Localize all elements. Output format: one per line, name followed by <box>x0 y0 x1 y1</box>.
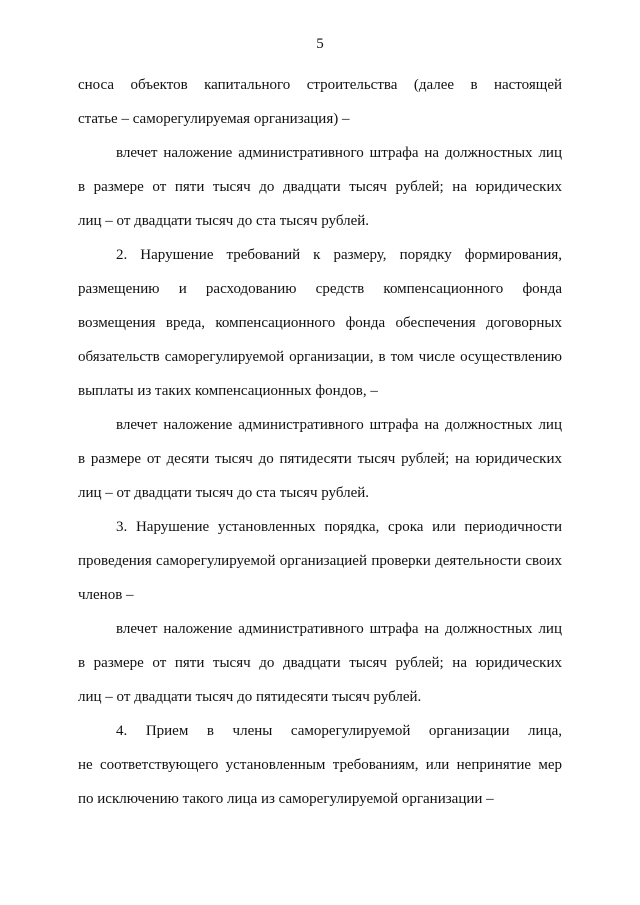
text-line: лиц – от двадцати тысяч до ста тысяч рублей. <box>78 485 370 501</box>
text-line: лиц – от двадцати тысяч до ста тысяч рублей. <box>78 213 370 229</box>
text-line: влечет наложение административного штрафа на должностных лиц <box>116 145 562 161</box>
text-line: размещению и расходованию средств компенсационного фонда <box>78 281 562 297</box>
text-line: обязательств саморегулируемой организации, в том числе осуществлению <box>78 349 562 365</box>
text-line: влечет наложение административного штрафа на должностных лиц <box>116 417 562 433</box>
text-line: членов – <box>78 587 134 603</box>
text-line: 3. Нарушение установленных порядка, срока или периодичности <box>116 519 562 535</box>
text-line: в размере от десяти тысяч до пятидесяти тысяч рублей; на юридических <box>78 451 562 467</box>
text-line: 2. Нарушение требований к размеру, порядку формирования, <box>116 247 562 263</box>
text-line: лиц – от двадцати тысяч до пятидесяти тысяч рублей. <box>78 689 422 705</box>
body-text <box>78 74 562 822</box>
text-line: проведения саморегулируемой организацией проверки деятельности своих <box>78 553 562 569</box>
text-line: сноса объектов капитального строительства (далее в настоящей <box>78 77 562 93</box>
text-line: возмещения вреда, компенсационного фонда обеспечения договорных <box>78 315 562 331</box>
text-line: статье – саморегулируемая организация) – <box>78 111 350 127</box>
text-line: не соответствующего установленным требованиям, или непринятие мер <box>78 757 562 773</box>
text-line: выплаты из таких компенсационных фондов, – <box>78 383 378 399</box>
text-line: влечет наложение административного штрафа на должностных лиц <box>116 621 562 637</box>
text-line: в размере от пяти тысяч до двадцати тысяч рублей; на юридических <box>78 179 562 195</box>
page-number: 5 <box>316 36 324 52</box>
text-line: по исключению такого лица из саморегулируемой организации – <box>78 791 494 807</box>
text-line: 4. Прием в члены саморегулируемой организации лица, <box>116 723 562 739</box>
text-line: в размере от пяти тысяч до двадцати тысяч рублей; на юридических <box>78 655 562 671</box>
